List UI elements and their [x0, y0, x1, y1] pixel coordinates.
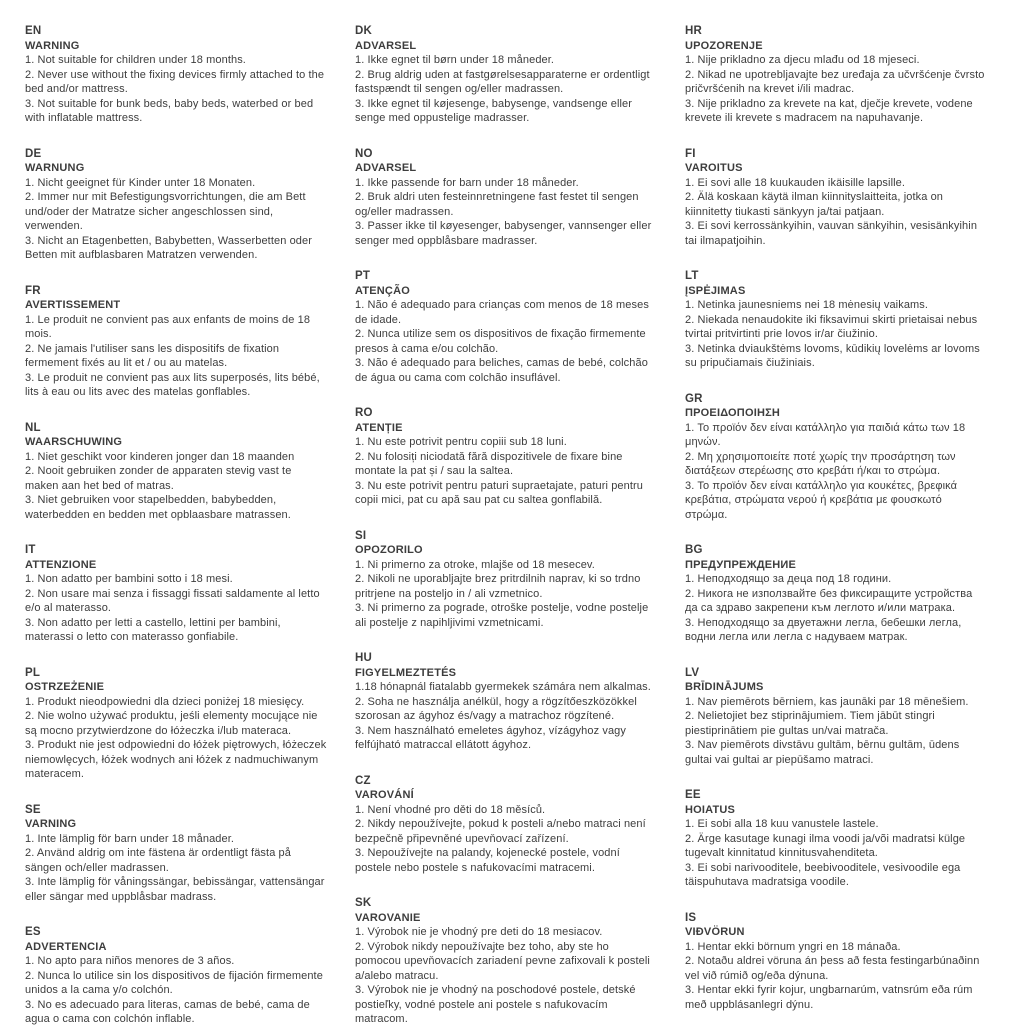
warning-item: 2. Notaðu aldrei vöruna án þess að festa festingarbúnaðinn vel við rúmið og/eða dýnuna. — [685, 955, 980, 982]
warning-item: 2. Nunca utilize sem os dispositivos de fixação firmemente presos à cama e/ou colchão. — [355, 328, 646, 355]
language-section-no — [355, 147, 657, 249]
warning-title: FIGYELMEZTETÉS — [355, 666, 457, 679]
column-middle — [355, 24, 657, 1024]
warning-title: UPOZORENJE — [685, 39, 763, 52]
warning-item: 1. Netinka jaunesniems nei 18 mėnesių vaikams. — [685, 299, 929, 311]
warning-title: ATENÇÃO — [355, 284, 410, 297]
warning-item: 1. Produkt nieodpowiedni dla dzieci poniżej 18 miesięcy. — [25, 695, 305, 708]
warning-item: 2. Nu folosiți niciodată fără dispozitivele de fixare bine montate la pat și / sau la saltea. — [355, 450, 623, 477]
warning-title: OSTRZEŻENIE — [25, 681, 105, 693]
language-section-is — [685, 911, 987, 1013]
language-section-ro — [355, 406, 657, 508]
language-code: HU — [355, 652, 373, 664]
language-code: PT — [355, 270, 371, 282]
warning-item: 3. Výrobok nie je vhodný na poschodové postele, detské postieľky, vodné postele ani postele s nafukovacím matracom. — [355, 984, 636, 1025]
language-code: NL — [25, 421, 41, 434]
column-right — [685, 24, 987, 1024]
warning-item: 2. Ärge kasutage kunagi ilma voodi ja/või madratsi külge tugevalt kinnitatud kinnitusvahenditeta. — [685, 832, 966, 859]
language-code: DE — [25, 147, 42, 160]
language-section-bg — [685, 543, 987, 645]
warning-item: 1. Ikke egnet til børn under 18 måneder. — [355, 54, 555, 66]
warning-item: 2. Nikoli ne uporabljajte brez pritrdilnih naprav, ki so trdno pritrjene na posteljo in / ali vzmetnico. — [355, 573, 641, 600]
warning-item: 3. No es adecuado para literas, camas de bebé, cama de agua o cama con colchón inflable. — [25, 998, 310, 1025]
language-section-lv — [685, 666, 987, 768]
language-section-gr — [685, 392, 987, 523]
warning-item: 1. Le produit ne convient pas aux enfants de moins de 18 mois. — [25, 313, 311, 340]
column-left — [25, 24, 327, 1024]
language-code: FI — [685, 147, 696, 160]
language-code: DK — [355, 25, 373, 37]
language-code: EE — [685, 789, 701, 801]
language-section-ee — [685, 788, 987, 890]
warning-title: VAROITUS — [685, 162, 743, 174]
language-section-se — [25, 803, 327, 905]
warning-title: WARNING — [25, 39, 80, 52]
language-code: LT — [685, 270, 699, 282]
language-section-pl — [25, 666, 327, 782]
warning-item: 3. Ni primerno za pograde, otroške postelje, vodne postelje ali postelje z napihljivimi vzmetnicami. — [355, 602, 649, 629]
language-code: IT — [25, 544, 36, 556]
warning-item: 2. Älä koskaan käytä ilman kiinnityslaitteita, jotka on kiinnitetty tiukasti sänkyyn ja/tai patjaan. — [685, 191, 944, 218]
warning-item: 1. Není vhodné pro děti do 18 měsíců. — [355, 803, 546, 816]
language-section-en — [25, 24, 327, 126]
warning-item: 3. Niet gebruiken voor stapelbedden, babybedden, waterbedden en bedden met opblaasbare matrassen. — [25, 494, 291, 521]
warning-item: 1. Το προϊόν δεν είναι κατάλληλο για παιδιά κάτω των 18 μηνών. — [685, 421, 966, 448]
warning-item: 1. Výrobok nie je vhodný pre deti do 18 mesiacov. — [355, 926, 603, 938]
warning-item: 1. Hentar ekki börnum yngri en 18 mánaða. — [685, 940, 901, 953]
warning-item: 1. Ei sobi alla 18 kuu vanustele lastele. — [685, 818, 879, 830]
warning-item: 2. Soha ne használja anélkül, hogy a rögzítőeszközökkel szorosan az ágyhoz és/vagy a matrachoz rögzítené. — [355, 695, 637, 722]
warning-item: 3. Ikke egnet til køjesenge, babysenge, vandsenge eller senge med oppustelige madrasser. — [355, 97, 633, 124]
language-code: SE — [25, 803, 41, 816]
warning-item: 2. Nikdy nepoužívejte, pokud k posteli a/nebo matraci není bezpečně připevněné upevňovací zařízení. — [355, 818, 646, 845]
language-section-cz — [355, 774, 657, 876]
warning-item: 1. Nije prikladno za djecu mlađu od 18 mjeseci. — [685, 54, 920, 66]
language-section-sk — [355, 896, 657, 1027]
warning-item: 2. Nelietojiet bez stiprinājumiem. Tiem jābūt stingri piestiprinātiem pie gultas un/vai matrača. — [685, 710, 935, 737]
warning-title: ĮSPĖJIMAS — [685, 284, 746, 297]
warning-item: 2. Never use without the fixing devices firmly attached to the bed and/or mattress. — [25, 68, 325, 95]
language-code: PL — [25, 666, 41, 679]
language-section-lt — [685, 269, 987, 371]
language-code: SK — [355, 897, 372, 909]
language-code: RO — [355, 407, 373, 419]
warning-title: ADVARSEL — [355, 39, 417, 52]
language-section-fr — [25, 284, 327, 400]
warning-item: 3. Non adatto per letti a castello, lettini per bambini, materassi o letto con materasso gonfiabile. — [25, 616, 281, 643]
language-section-fi — [685, 147, 987, 249]
warning-item: 3. Not suitable for bunk beds, baby beds, waterbed or bed with inflatable mattress. — [25, 97, 314, 124]
language-code: ES — [25, 926, 41, 938]
warning-title: VIÐVÖRUN — [685, 926, 745, 938]
language-section-hr — [685, 24, 987, 126]
warning-item: 1. Niet geschikt voor kinderen jonger dan 18 maanden — [25, 450, 295, 463]
warning-item: 3. Inte lämplig för våningssängar, bebissängar, vattensängar eller sängar med uppblåsbar madrass. — [25, 876, 325, 903]
warning-item: 2. Nooit gebruiken zonder de apparaten stevig vast te maken aan het bed of matras. — [25, 465, 292, 492]
warning-title: VAROVÁNÍ — [355, 789, 414, 801]
language-code: BG — [685, 544, 703, 556]
warning-item: 3. Hentar ekki fyrir kojur, ungbarnarúm, vatnsrúm eða rúm með uppblásanlegri dýnu. — [685, 984, 973, 1011]
language-code: IS — [685, 911, 697, 924]
warning-title: OPOZORILO — [355, 544, 423, 556]
language-section-nl — [25, 421, 327, 523]
warning-item: 2. Brug aldrig uden at fastgørelsesapparaterne er ordentligt fastspændt til sengen og/eller madrassen. — [355, 68, 650, 95]
warning-item: 3. Netinka dviaukštėms lovoms, kūdikių lovelėms ar lovoms su pripučiamais čiužiniais. — [685, 342, 980, 369]
language-section-si — [355, 529, 657, 631]
language-code: SI — [355, 529, 367, 542]
warning-item: 3. Ei sovi kerrossänkyihin, vauvan sänkyihin, vesisänkyihin tai ilmapatjoihin. — [685, 220, 978, 247]
warning-title: WAARSCHUWING — [25, 436, 123, 448]
warning-title: ATTENZIONE — [25, 558, 97, 571]
warning-item: 1. Nu este potrivit pentru copiii sub 18 luni. — [355, 436, 567, 448]
language-code: LV — [685, 666, 700, 679]
warning-item: 3. Passer ikke til køyesenger, babysenger, vannsenger eller senger med oppblåsbare madrasser. — [355, 220, 652, 247]
language-code: CZ — [355, 774, 371, 787]
language-section-hu — [355, 651, 657, 753]
warning-item: 3. Ei sobi narivooditele, beebivooditele, vesivoodile ega täispuhutava madratsiga voodile. — [685, 861, 961, 888]
warning-title: VAROVANIE — [355, 911, 421, 924]
warning-title: WARNUNG — [25, 162, 85, 174]
warning-item: 2. Výrobok nikdy nepoužívajte bez toho, aby ste ho pomocou upevňovacích zariadení pevne zafixovali k posteli a/alebo matracu. — [355, 940, 650, 982]
warning-item: 1. Ei sovi alle 18 kuukauden ikäisille lapsille. — [685, 176, 906, 189]
warning-item: 1. Não é adequado para crianças com menos de 18 meses de idade. — [355, 299, 649, 326]
warning-title: BRĪDINĀJUMS — [685, 681, 764, 693]
warning-item: 3. Nepoužívejte na palandy, kojenecké postele, vodní postele nebo postele s nafukovacími matracemi. — [355, 847, 620, 874]
warning-item: 3. Nicht an Etagenbetten, Babybetten, Wasserbetten oder Betten mit aufblasbaren Matratzen verwenden. — [25, 234, 312, 261]
language-section-es — [25, 925, 327, 1027]
language-section-it — [25, 543, 327, 645]
warning-item: 3. Το προϊόν δεν είναι κατάλληλο για κουκέτες, βρεφικά κρεβάτια, στρώματα νερού ή κρεβάτια με φουσκωτό στρώμα. — [685, 479, 958, 521]
language-code: GR — [685, 392, 703, 405]
warning-item: 3. Le produit ne convient pas aux lits superposés, lits bébé, lits à eau ou lits avec des matelas gonflables. — [25, 371, 320, 398]
warning-item: 1. No apto para niños menores de 3 años. — [25, 955, 235, 967]
warning-item: 1. Неподходящо за деца под 18 години. — [685, 573, 892, 585]
warning-item: 1. Not suitable for children under 18 months. — [25, 54, 246, 66]
warning-item: 2. Immer nur mit Befestigungsvorrichtungen, die am Bett und/oder der Matratze sicher angeschlossen sind, verwenden. — [25, 191, 306, 232]
warning-title: HOIATUS — [685, 803, 736, 816]
warning-title: ΠΡΟΕΙΔΟΠΟΙΗΣΗ — [685, 407, 781, 419]
warning-item: 2. Nunca lo utilice sin los dispositivos de fijación firmemente unidos a la cama y/o colchón. — [25, 969, 323, 996]
language-section-dk — [355, 24, 657, 126]
warning-item: 2. Ne jamais l'utiliser sans les dispositifs de fixation fermement fixés au lit et / ou au matelas. — [25, 342, 280, 369]
warning-item: 3. Não é adequado para beliches, camas de bebé, colchão de água ou cama com colchão insuflável. — [355, 357, 648, 384]
warning-item: 1. Nav piemērots bērniem, kas jaunāki par 18 mēnešiem. — [685, 695, 969, 708]
warning-item: 2. Nikad ne upotrebljavajte bez uređaja za učvršćenje čvrsto pričvršćenih na krevet i/ili madrac. — [685, 68, 985, 95]
language-section-de — [25, 147, 327, 263]
language-code: NO — [355, 147, 373, 160]
warning-item: 2. Никога не използвайте без фиксиращите устройства да са здраво закрепени към леглото и/или матрака. — [685, 587, 973, 614]
warning-item: 1. Nicht geeignet für Kinder unter 18 Monaten. — [25, 176, 256, 189]
warning-item: 1.18 hónapnál fiatalabb gyermekek számára nem alkalmas. — [355, 681, 651, 693]
warning-item: 3. Неподходящо за двуетажни легла, бебешки легла, водни легла или легла с надуваем матрак. — [685, 616, 962, 643]
warning-item: 2. Μη χρησιμοποιείτε ποτέ χωρίς την προσάρτηση των διατάξεων στερέωσης στο κρεβάτι ή/και το στρώμα. — [685, 450, 956, 477]
warning-item: 3. Nav piemērots divstāvu gultām, bērnu gultām, ūdens gultai vai gultai ar piepūšamo matraci. — [685, 739, 960, 766]
warning-item: 3. Nije prikladno za krevete na kat, dječje krevete, vodene krevete ili krevete s madracem na napuhavanje. — [685, 97, 973, 124]
warning-title: ADVARSEL — [355, 162, 417, 174]
language-code: FR — [25, 284, 41, 297]
warning-title: ATENȚIE — [355, 421, 403, 434]
warning-title: AVERTISSEMENT — [25, 299, 121, 311]
warning-item: 2. Bruk aldri uten festeinnretningene fast festet til sengen og/eller madrassen. — [355, 191, 639, 218]
warning-item: 1. Non adatto per bambini sotto i 18 mesi. — [25, 573, 233, 585]
warning-title: ADVERTENCIA — [25, 940, 107, 953]
warning-item: 1. Ni primerno za otroke, mlajše od 18 mesecev. — [355, 558, 595, 571]
warning-item: 3. Nem használható emeletes ágyhoz, vízágyhoz vagy felfújható matraccal ellátott ágyhoz. — [355, 724, 626, 751]
warning-title: VARNING — [25, 818, 77, 830]
warning-item: 2. Nie wolno używać produktu, jeśli elementy mocujące nie są mocno przytwierdzone do łóżeczka i/lub materaca. — [25, 710, 318, 737]
warning-item: 1. Inte lämplig för barn under 18 månader. — [25, 832, 235, 845]
warning-item: 3. Produkt nie jest odpowiedni do łóżek piętrowych, łóżeczek niemowlęcych, łóżek wodnych ani łóżek z nadmuchiwanym materacem. — [25, 739, 327, 780]
warning-item: 2. Non usare mai senza i fissaggi fissati saldamente al letto e/o al materasso. — [25, 587, 320, 614]
warning-title: ПРЕДУПРЕЖДЕНИЕ — [685, 558, 797, 571]
language-code: EN — [25, 25, 42, 37]
warning-item: 1. Ikke passende for barn under 18 måneder. — [355, 176, 579, 189]
warning-item: 3. Nu este potrivit pentru paturi supraetajate, paturi pentru copii mici, pat cu apă sau pat cu saltea gonflabilă. — [355, 479, 643, 506]
warning-item: 2. Niekada nenaudokite iki fiksavimui skirti prietaisai nebus tvirtai pritvirtinti prie lovos ir/ar čiužinio. — [685, 313, 978, 340]
language-section-pt — [355, 269, 657, 385]
language-code: HR — [685, 25, 703, 37]
warning-item: 2. Använd aldrig om inte fästena är ordentligt fästa på sängen och/eller madrassen. — [25, 847, 291, 874]
